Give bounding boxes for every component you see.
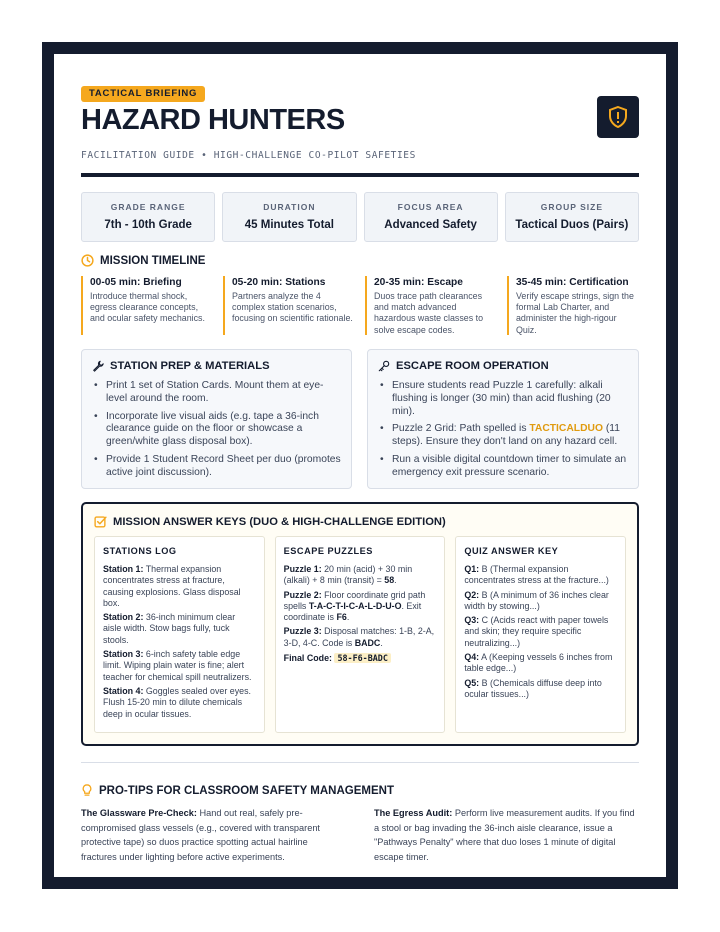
answer-result: 58 bbox=[384, 575, 395, 586]
final-code-label: Final Code: bbox=[283, 653, 332, 664]
column-heading: QUIZ ANSWER KEY bbox=[464, 546, 559, 556]
answer-text: . Exit coordinate is bbox=[283, 600, 422, 623]
quiz-answer bbox=[464, 678, 617, 701]
header-rule bbox=[81, 173, 639, 177]
stat-focus-area bbox=[364, 192, 498, 242]
page-subtitle: FACILITATION GUIDE • HIGH-CHALLENGE CO-PILOT SAFETIES bbox=[81, 150, 416, 161]
answer-label: Puzzle 3: bbox=[283, 626, 322, 637]
timeline-item-title: 00-05 min: Briefing bbox=[90, 277, 182, 288]
timeline-item-title: 35-45 min: Certification bbox=[516, 277, 629, 288]
puzzle-answer bbox=[284, 564, 437, 587]
header-badge: TACTICAL BRIEFING bbox=[81, 86, 205, 102]
escape-room-heading bbox=[378, 360, 549, 372]
column-heading: STATIONS LOG bbox=[103, 546, 177, 556]
answer-label: Station 1: bbox=[103, 564, 144, 574]
list-item: • Incorporate live visual aids (e.g. tape a 36-inch clearance guide on the floor or showcase a green/white glass disposal box). bbox=[92, 411, 343, 449]
timeline-item-text: Introduce thermal shock, egress clearance concepts, and ocular safety mechanics. bbox=[90, 291, 205, 324]
stat-value: 7th - 10th Grade bbox=[104, 219, 192, 231]
tip-text: Perform live measurement audits. If you find a stool or bag invading the 36-inch aisle clearance, issue a "Pathways Penalty" where that duo loses 1 minute of digital escape timer. bbox=[374, 808, 635, 862]
timeline-item bbox=[507, 276, 639, 335]
stat-value: Advanced Safety bbox=[384, 219, 477, 231]
answer-label: Station 4: bbox=[103, 685, 144, 696]
tips-heading bbox=[81, 784, 394, 797]
station-prep-heading-label: STATION PREP & MATERIALS bbox=[110, 360, 270, 372]
station-answer bbox=[103, 686, 256, 720]
list-item: • Provide 1 Student Record Sheet per duo (promotes active joint discussion). bbox=[92, 454, 343, 480]
answer-text: . bbox=[380, 637, 383, 648]
mission-timeline bbox=[81, 276, 639, 335]
puzzle-answer bbox=[284, 626, 437, 649]
station-prep-panel bbox=[81, 349, 352, 489]
answer-text: B (Thermal expansion concentrates stress at the fracture...) bbox=[464, 564, 609, 586]
station-prep-heading bbox=[92, 360, 270, 372]
list-item-text: (11 steps). Ensure they don't land on any hazard cell. bbox=[392, 423, 620, 448]
tip-glassware bbox=[81, 806, 346, 864]
stat-group-size bbox=[505, 192, 639, 242]
tip-label: The Glassware Pre-Check: bbox=[81, 808, 197, 818]
answer-keys-heading bbox=[94, 515, 446, 528]
list-item-text: Puzzle 2 Grid: Path spelled is bbox=[392, 423, 530, 435]
answer-text: 6-inch safety table edge limit. Wiping plain water is fine; alert teacher for chemical spill neutralizers. bbox=[103, 649, 252, 682]
key-icon bbox=[378, 360, 390, 372]
tip-text: Hand out real, safely pre-compromised glass vessels (e.g., covered with transparent protective tape) so duos practice spotting actual hairline fractures under lighting before active experiments. bbox=[81, 808, 320, 862]
stat-label: DURATION bbox=[263, 202, 316, 212]
timeline-item bbox=[81, 276, 213, 335]
list-item: • Print 1 set of Station Cards. Mount them at eye-level around the room. bbox=[92, 380, 343, 406]
tip-label: The Egress Audit: bbox=[374, 808, 453, 818]
answer-label: Puzzle 2: bbox=[283, 589, 322, 600]
quiz-answer bbox=[464, 590, 617, 613]
puzzle-answer bbox=[284, 590, 437, 624]
stats-row bbox=[81, 192, 639, 242]
stat-label: GRADE RANGE bbox=[110, 202, 186, 212]
answer-label: Q5: bbox=[464, 677, 480, 688]
stations-log-column bbox=[94, 536, 265, 733]
page-frame bbox=[42, 42, 678, 889]
answer-label: Q4: bbox=[464, 652, 480, 663]
answer-text: B (Chemicals diffuse deep into ocular tissues...) bbox=[464, 677, 602, 699]
timeline-item bbox=[223, 276, 355, 335]
list-item: • Run a visible digital countdown timer to simulate an emergency exit pressure scenario. bbox=[378, 454, 630, 480]
stat-duration bbox=[222, 192, 356, 242]
timeline-heading-label: MISSION TIMELINE bbox=[100, 254, 206, 267]
answer-text: Floor coordinate grid path spells bbox=[283, 589, 426, 611]
stat-label: FOCUS AREA bbox=[397, 202, 464, 212]
tips-row bbox=[81, 806, 639, 864]
stat-value: Tactical Duos (Pairs) bbox=[515, 219, 629, 231]
answer-result: F6 bbox=[336, 612, 347, 623]
answer-label: Q1: bbox=[464, 564, 480, 574]
shield-alert-icon bbox=[597, 96, 639, 138]
station-answer bbox=[103, 612, 256, 646]
list-item bbox=[378, 423, 630, 449]
station-prep-list bbox=[92, 380, 343, 485]
answer-text: 36-inch minimum clear aisle width. Stow bags fully, tuck stools. bbox=[103, 612, 236, 645]
escape-puzzles-column bbox=[275, 536, 446, 733]
highlight-code: TACTICALDUO bbox=[529, 423, 603, 435]
quiz-answer bbox=[464, 652, 617, 675]
answer-text: A (Keeping vessels 6 inches from table edge...) bbox=[464, 652, 613, 674]
quiz-answer bbox=[464, 615, 617, 649]
lightbulb-icon bbox=[81, 784, 93, 797]
final-code-chip: 58-F6-BADC bbox=[334, 653, 390, 663]
timeline-heading bbox=[81, 254, 205, 267]
answer-result: T-A-C-T-I-C-A-L-D-U-O bbox=[308, 600, 402, 611]
answer-label: Puzzle 1: bbox=[283, 564, 322, 574]
quiz-answer bbox=[464, 564, 617, 587]
station-answer bbox=[103, 564, 256, 609]
quiz-answer-column bbox=[455, 536, 626, 733]
tips-heading-label: PRO-TIPS FOR CLASSROOM SAFETY MANAGEMENT bbox=[99, 784, 394, 797]
answer-text: Disposal matches: 1-B, 2-A, 3-D, 4-C. Code is bbox=[283, 626, 435, 648]
briefing-sheet bbox=[54, 54, 666, 877]
timeline-item-title: 20-35 min: Escape bbox=[374, 277, 463, 288]
answer-label: Station 3: bbox=[103, 649, 144, 660]
timeline-item-text: Duos trace path clearances and match advanced hazardous waste classes to solve escape codes. bbox=[374, 291, 484, 335]
clock-icon bbox=[81, 254, 94, 267]
answer-text: B (A minimum of 36 inches clear width by stowing...) bbox=[464, 589, 609, 611]
answer-label: Q2: bbox=[464, 589, 480, 600]
answer-text: Thermal expansion concentrates stress at fracture, causing explosions. Glass disposal box. bbox=[103, 564, 241, 608]
final-code-row bbox=[284, 653, 437, 664]
list-item: • Ensure students read Puzzle 1 carefully: alkali flushing is longer (30 min) than acid flushing (20 min). bbox=[378, 380, 630, 418]
timeline-item-title: 05-20 min: Stations bbox=[232, 277, 326, 288]
tip-egress bbox=[374, 806, 639, 864]
answer-keys-heading-label: MISSION ANSWER KEYS (DUO & HIGH-CHALLENGE EDITION) bbox=[113, 515, 446, 528]
answer-text: Goggles sealed over eyes. Flush 15-20 min to dilute chemicals deep in ocular tissues. bbox=[103, 685, 251, 719]
stat-value: 45 Minutes Total bbox=[244, 219, 334, 231]
answer-result: BADC bbox=[354, 637, 381, 648]
section-divider bbox=[81, 762, 639, 763]
answer-text: . bbox=[394, 575, 397, 586]
answer-text: C (Acids react with paper towels and skin; they require specific neutralizing...) bbox=[464, 615, 609, 648]
answer-columns bbox=[94, 536, 626, 733]
escape-room-panel bbox=[367, 349, 639, 489]
answer-label: Q3: bbox=[464, 615, 480, 626]
wrench-icon bbox=[92, 360, 104, 372]
escape-room-list bbox=[378, 380, 630, 485]
timeline-item bbox=[365, 276, 497, 335]
answer-text: . bbox=[346, 612, 350, 623]
answer-text: 20 min (acid) + 30 min (alkali) + 8 min (transit) = bbox=[283, 564, 413, 586]
timeline-item-text: Verify escape strings, sign the formal Lab Charter, and administer the high-rigour Quiz. bbox=[516, 291, 634, 335]
escape-room-heading-label: ESCAPE ROOM OPERATION bbox=[396, 360, 549, 372]
page-title: HAZARD HUNTERS bbox=[81, 104, 345, 136]
station-answer bbox=[103, 649, 256, 683]
answer-label: Station 2: bbox=[103, 612, 144, 623]
timeline-item-text: Partners analyze the 4 complex station scenarios, focusing on scientific rationale. bbox=[232, 291, 353, 324]
answer-keys-box bbox=[81, 502, 639, 746]
column-heading: ESCAPE PUZZLES bbox=[283, 546, 373, 556]
checkbox-icon bbox=[94, 515, 107, 528]
stat-label: GROUP SIZE bbox=[540, 202, 604, 212]
stat-grade-range bbox=[81, 192, 215, 242]
